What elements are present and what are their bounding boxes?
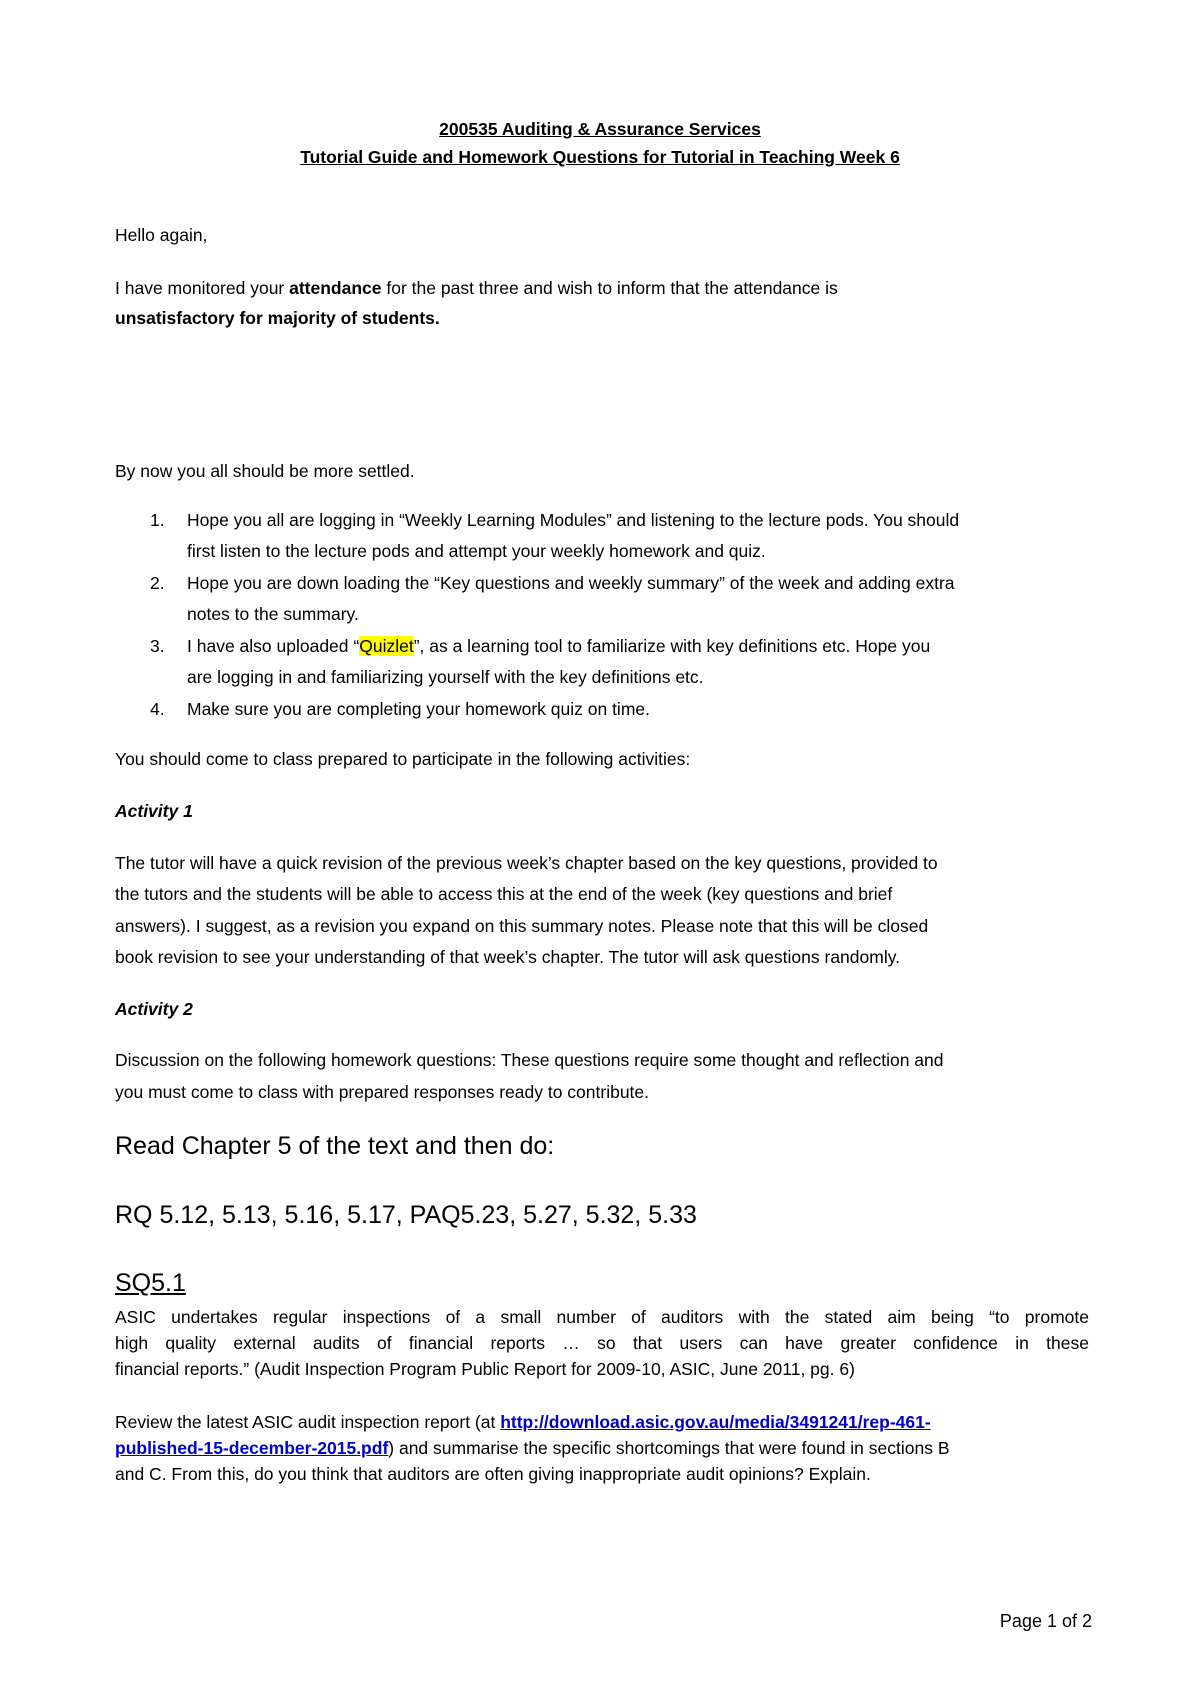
read-chapter-heading: Read Chapter 5 of the text and then do: xyxy=(115,1132,555,1160)
course-title: 200535 Auditing & Assurance Services xyxy=(439,119,761,139)
activity-1-line: answers). I suggest, as a revision you expand on this summary notes. Please note that this will be closed xyxy=(115,916,929,936)
activity-1-line: the tutors and the students will be able to access this at the end of the week (key questions and brief xyxy=(115,884,893,904)
list-number: 1. xyxy=(150,510,165,530)
questions-list: RQ 5.12, 5.13, 5.16, 5.17, PAQ5.23, 5.27, 5.32, 5.33 xyxy=(115,1201,697,1229)
review-line-1: Review the latest ASIC audit inspection report (at http://download.asic.gov.au/media/3491241/rep-461- xyxy=(115,1412,931,1432)
quizlet-highlight: Quizlet xyxy=(359,636,414,656)
sq-heading: SQ5.1 xyxy=(115,1269,186,1297)
activity-1-line: The tutor will have a quick revision of the previous week’s chapter based on the key questions, provided to xyxy=(115,853,938,873)
list-number: 4. xyxy=(150,699,165,719)
greeting: Hello again, xyxy=(115,225,208,245)
settled-paragraph: By now you all should be more settled. xyxy=(115,461,415,481)
sq-line: high quality external audits of financial reports … so that users can have greater confidence in these xyxy=(115,1333,1089,1353)
sq-line: financial reports.” (Audit Inspection Program Public Report for 2009-10, ASIC, June 2011, pg. 6) xyxy=(115,1359,855,1379)
activity-2-line: you must come to class with prepared responses ready to contribute. xyxy=(115,1082,650,1102)
list-item-2-line-2: notes to the summary. xyxy=(187,604,359,624)
list-item-1-line-2: first listen to the lecture pods and attempt your weekly homework and quiz. xyxy=(187,541,766,561)
list-item-3-line-1: I have also uploaded “Quizlet”, as a learning tool to familiarize with key definitions etc. Hope you xyxy=(187,636,931,656)
review-line-2: published-15-december-2015.pdf) and summarise the specific shortcomings that were found in sections B xyxy=(115,1438,950,1458)
prepared-paragraph: You should come to class prepared to participate in the following activities: xyxy=(115,749,691,769)
list-number: 2. xyxy=(150,573,165,593)
attendance-line-1: I have monitored your attendance for the past three and wish to inform that the attendance is xyxy=(115,278,838,298)
list-item-1-line-1: Hope you all are logging in “Weekly Learning Modules” and listening to the lecture pods. You should xyxy=(187,510,960,530)
asic-report-link[interactable]: http://download.asic.gov.au/media/3491241/rep-461- xyxy=(500,1412,931,1432)
activity-1-line: book revision to see your understanding of that week’s chapter. The tutor will ask questions randomly. xyxy=(115,947,901,967)
activity-2-line: Discussion on the following homework questions: These questions require some thought and reflection and xyxy=(115,1050,944,1070)
activity-2-heading: Activity 2 xyxy=(115,999,193,1019)
asic-report-link-continued[interactable]: published-15-december-2015.pdf xyxy=(115,1438,389,1458)
list-item-3-line-2: are logging in and familiarizing yourself with the key definitions etc. xyxy=(187,667,704,687)
sq-line: ASIC undertakes regular inspections of a small number of auditors with the stated aim being “to promote xyxy=(115,1307,1089,1327)
page-number-footer: Page 1 of 2 xyxy=(999,1611,1092,1631)
list-item-4-line-1: Make sure you are completing your homework quiz on time. xyxy=(187,699,650,719)
document-subtitle: Tutorial Guide and Homework Questions for Tutorial in Teaching Week 6 xyxy=(300,147,900,167)
review-line-3: and C. From this, do you think that auditors are often giving inappropriate audit opinions? Explain. xyxy=(115,1464,871,1484)
list-item-2-line-1: Hope you are down loading the “Key questions and weekly summary” of the week and adding extra xyxy=(187,573,955,593)
list-number: 3. xyxy=(150,636,165,656)
activity-1-heading: Activity 1 xyxy=(115,801,193,821)
attendance-line-2: unsatisfactory for majority of students. xyxy=(115,308,440,328)
